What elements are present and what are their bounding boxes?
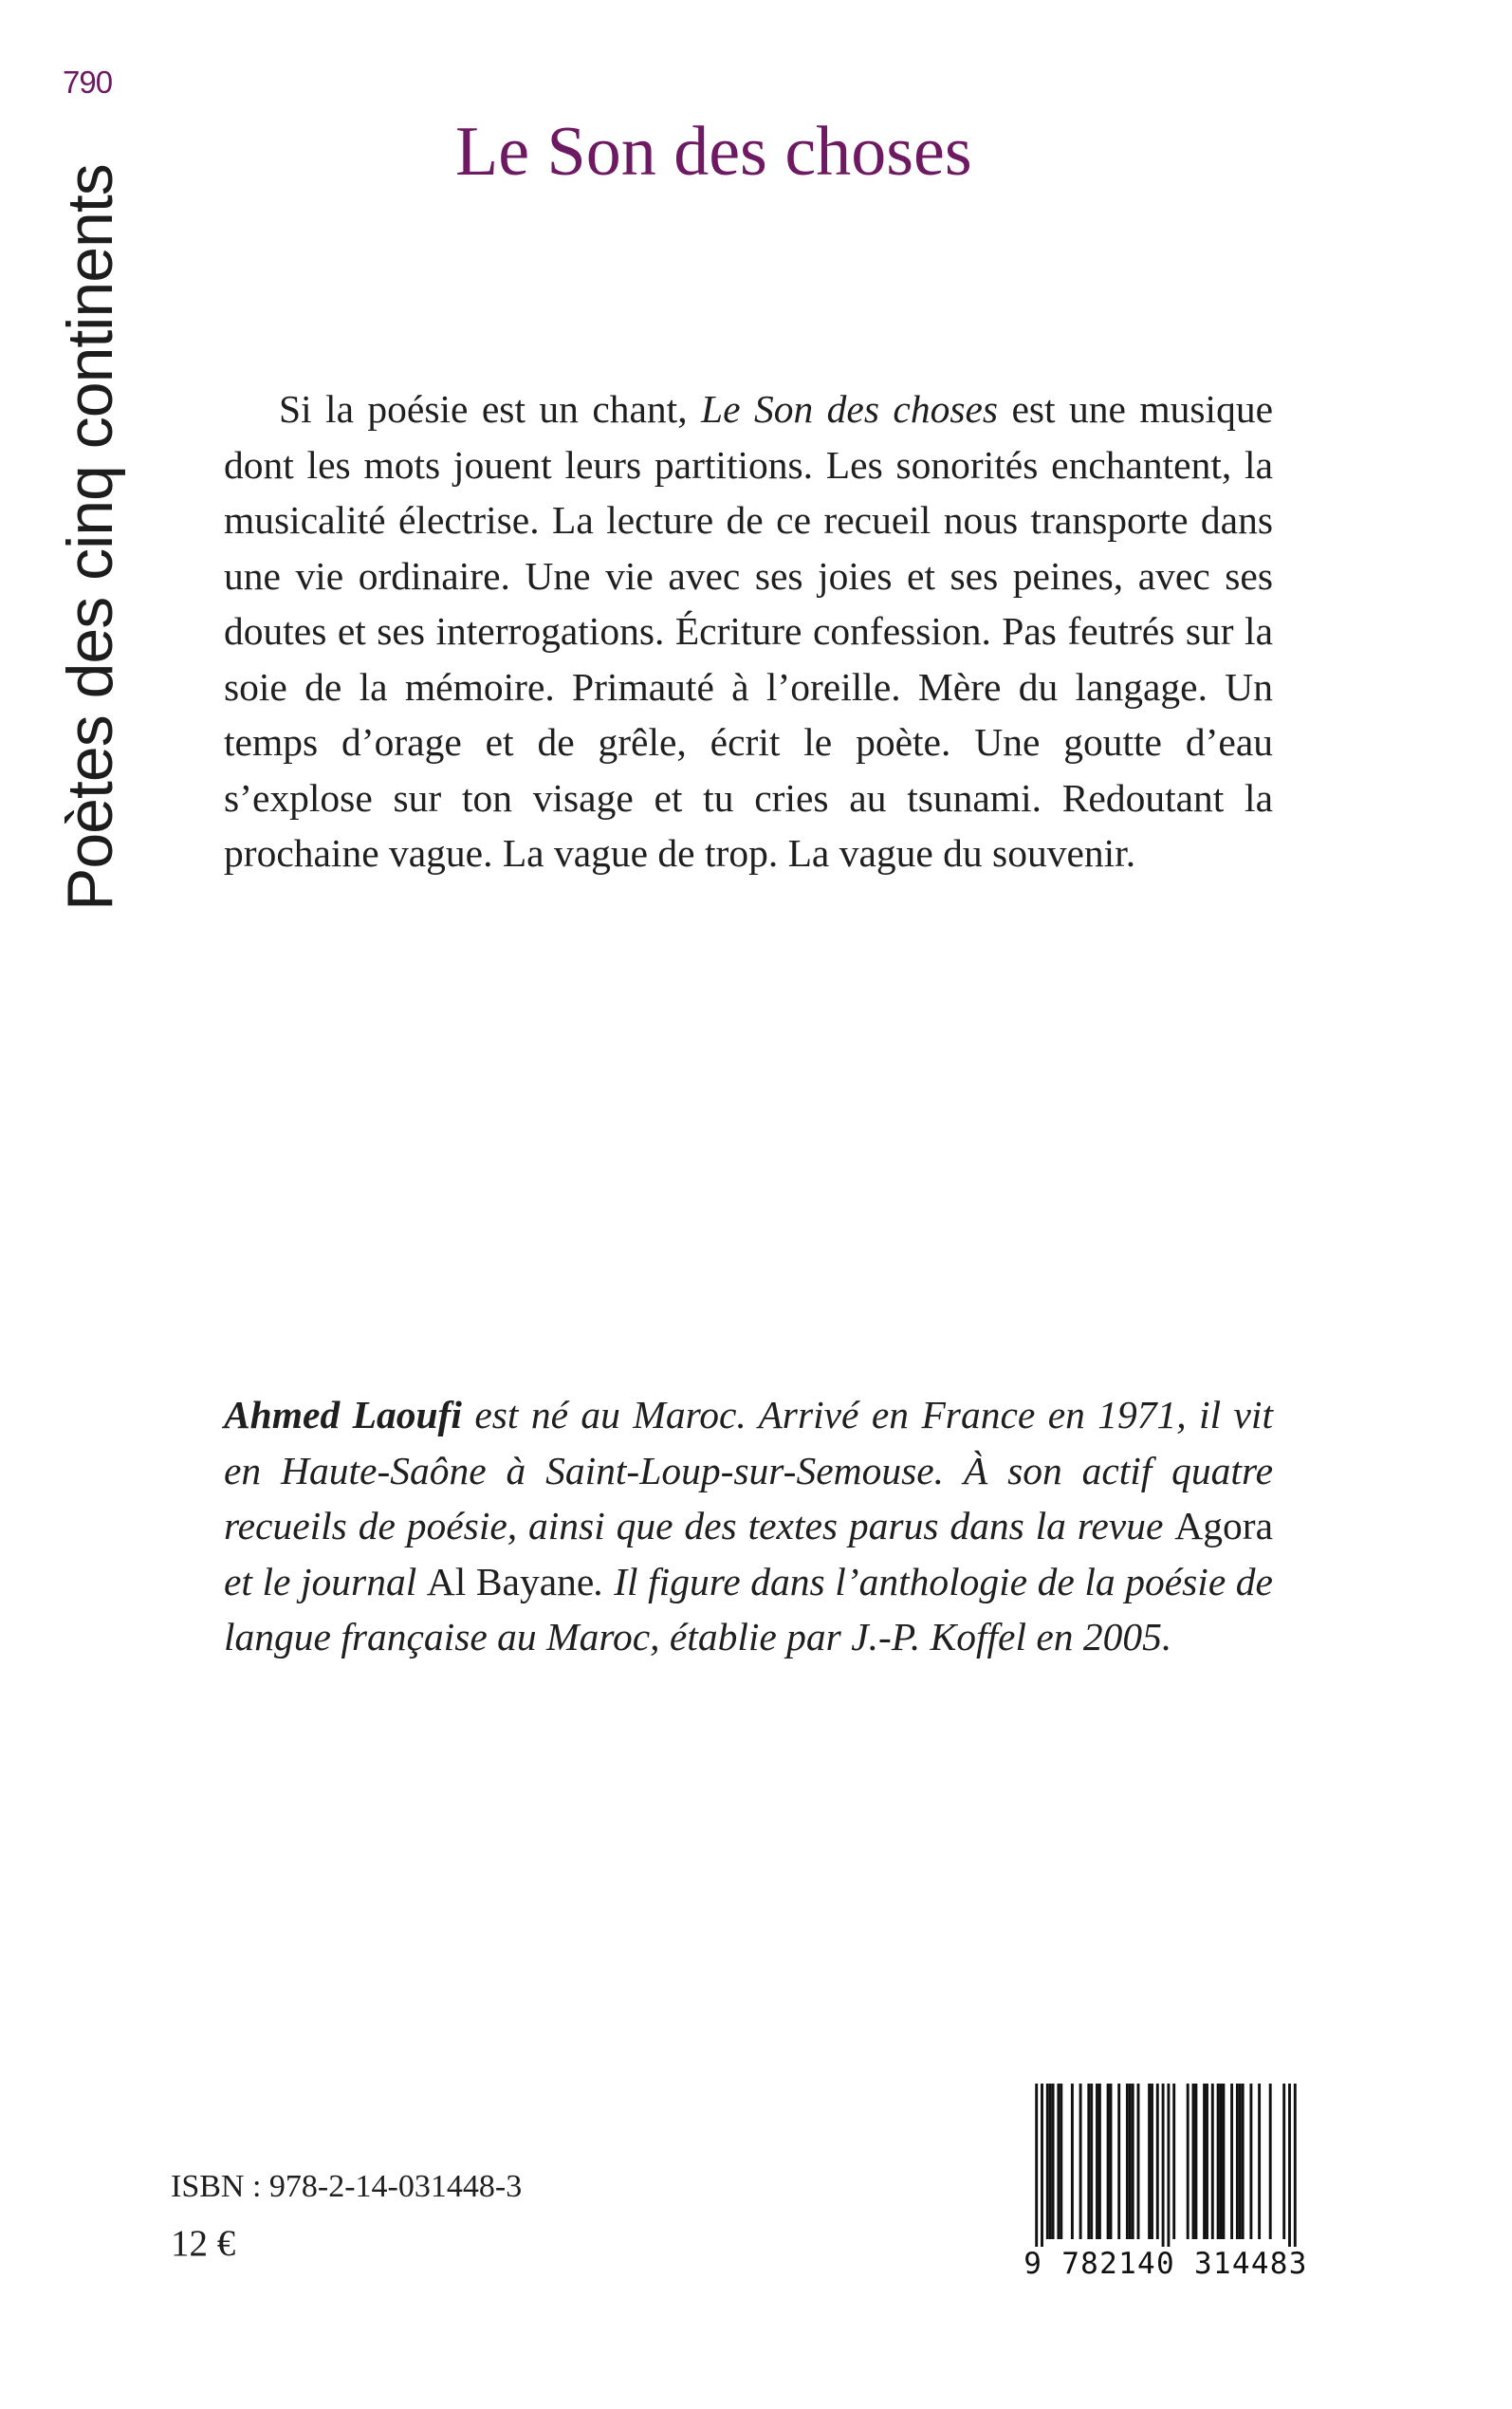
barcode-bar (1242, 2084, 1245, 2239)
barcode-bar (1203, 2084, 1206, 2239)
book-title: Le Son des choses (455, 113, 972, 191)
barcode-bar (1167, 2084, 1170, 2247)
author-bio (224, 1387, 1273, 1665)
barcode-bar (1126, 2084, 1129, 2239)
barcode-bar (1230, 2084, 1233, 2239)
bio-text-2: et le journal (224, 1559, 427, 1603)
blurb-body: est une musique dont les mots jouent leurs partitions. Les sonorités enchantent, la musicalité électrise. La lecture de ce recueil nous transporte dans une vie ordinaire. Une vie avec ses joies et ses peines, avec ses doutes et ses interrogations. Écriture confession. Pas feutrés sur la soie de la mémoire. Primauté à l’oreille. Mère du langage. Un temps d’orage et de grêle, écrit le poète. Une goutte d’eau s’explose sur ton visage et tu cries au tsunami. Redoutant la prochaine vague. La vague de trop. La vague du souvenir. (224, 387, 1273, 875)
barcode-bar (1079, 2084, 1082, 2239)
barcode-bar (1057, 2084, 1060, 2239)
barcode-bar (1117, 2084, 1120, 2239)
barcode-bar (1194, 2084, 1197, 2239)
blurb-title-reference: Le Son des choses (701, 387, 999, 431)
barcode-bar (1046, 2084, 1049, 2239)
barcode-bar (1110, 2084, 1113, 2239)
publication-agora: Agora (1174, 1504, 1273, 1547)
barcode-bar (1090, 2084, 1093, 2239)
bio-text-3: . Il figure dans l’anthologie de la poésie de langue française au Maroc, établie par J.-P. Koffel en 2005. (224, 1559, 1273, 1659)
barcode-bar (1107, 2084, 1110, 2239)
barcode-bar (1249, 2084, 1252, 2239)
barcode-bar (1151, 2084, 1153, 2239)
barcode-bar (1282, 2084, 1285, 2239)
barcode-bar (1206, 2084, 1208, 2239)
barcode-bar (1148, 2084, 1151, 2239)
barcode-bar (1041, 2084, 1043, 2247)
blurb-lead: Si la poésie est un chant, (279, 387, 702, 431)
barcode-bar (1049, 2084, 1052, 2239)
barcode-bar (1211, 2084, 1214, 2239)
barcode (1017, 2084, 1315, 2285)
barcode-bar (1060, 2084, 1062, 2239)
barcode-bar (1192, 2084, 1195, 2239)
blurb-paragraph (224, 381, 1273, 881)
barcode-bar (1220, 2084, 1223, 2239)
barcode-digits: 9 782140 314483 (1023, 2247, 1308, 2281)
barcode-bar (1162, 2084, 1165, 2247)
barcode-bar (1288, 2084, 1291, 2247)
barcode-bar (1187, 2084, 1189, 2239)
barcode-bar (1222, 2084, 1225, 2239)
barcode-bars (1017, 2084, 1315, 2247)
barcode-bar (1129, 2084, 1132, 2239)
barcode-bar (1239, 2084, 1242, 2239)
barcode-bar (1087, 2084, 1090, 2239)
series-title: Poètes des cinq continents (54, 164, 126, 911)
isbn: ISBN : 978-2-14-031448-3 (171, 2169, 523, 2204)
barcode-bar (1137, 2084, 1140, 2239)
barcode-bar (1132, 2084, 1134, 2239)
bio-text-1: est né au Maroc. Arrivé en France en 1971, il vit en Haute-Saône à Saint-Loup-sur-Semouse. À son actif quatre recueils de poésie, ainsi que des textes parus dans la revue (224, 1393, 1273, 1547)
price: 12 € (171, 2223, 236, 2264)
barcode-bar (1258, 2084, 1261, 2239)
barcode-bar (1269, 2084, 1272, 2239)
publication-al-bayane: Al Bayane (426, 1559, 595, 1603)
barcode-bar (1098, 2084, 1101, 2239)
series-number: 790 (63, 65, 113, 100)
barcode-bar (1236, 2084, 1239, 2239)
barcode-bar (1172, 2084, 1175, 2239)
barcode-bar (1294, 2084, 1297, 2247)
barcode-bar (1052, 2084, 1055, 2239)
barcode-bar (1035, 2084, 1038, 2247)
barcode-bar (1096, 2084, 1098, 2239)
author-name: Ahmed Laoufi (224, 1393, 462, 1436)
barcode-bar (1217, 2084, 1220, 2239)
barcode-bar (1071, 2084, 1074, 2239)
barcode-bar (1156, 2084, 1159, 2239)
